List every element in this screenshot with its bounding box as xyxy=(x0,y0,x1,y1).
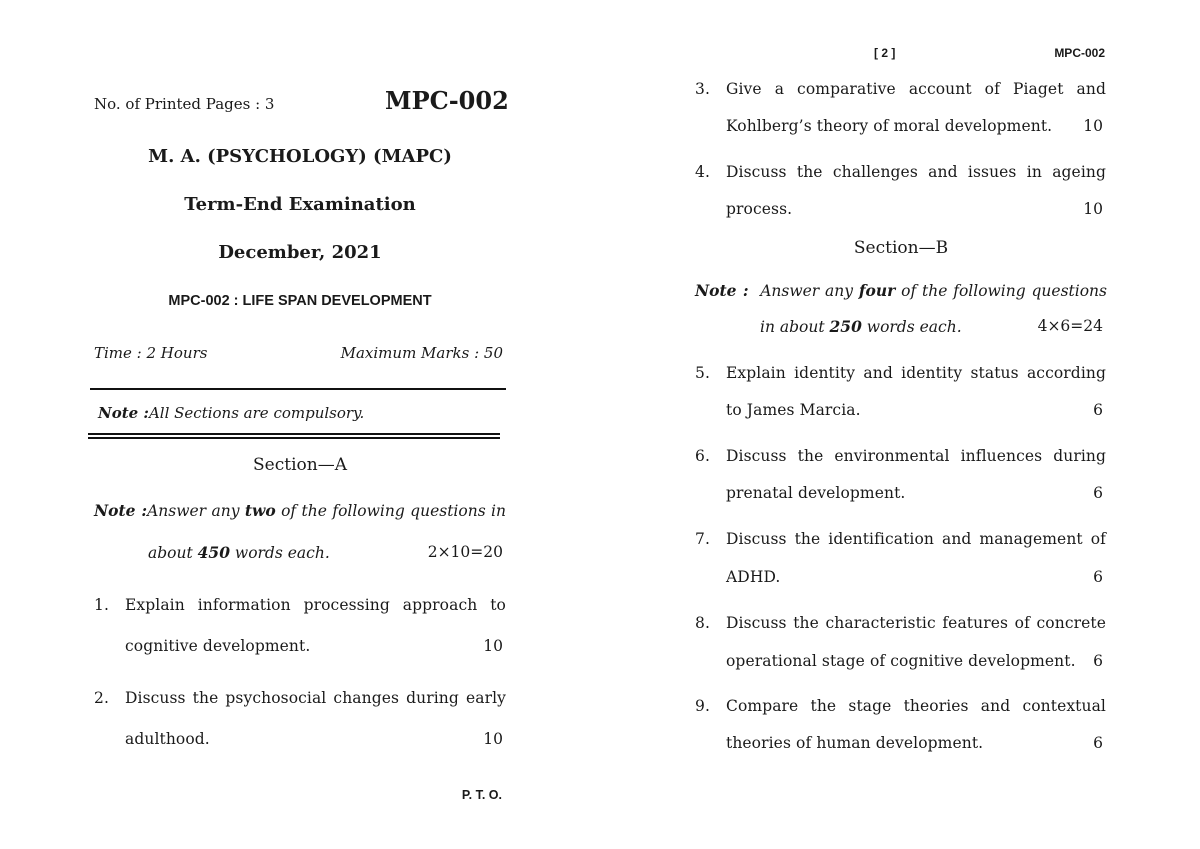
question-text-line2: operational stage of cognitive development. xyxy=(726,652,1076,670)
question-number: 4. xyxy=(695,163,710,181)
question-text-line1: Explain identity and identity status according xyxy=(726,364,1106,382)
question-text-line2: process. xyxy=(726,200,793,218)
question-text-line1: Discuss the identification and management of xyxy=(726,530,1106,548)
exam-duration: Time : 2 Hours xyxy=(94,344,208,362)
question-number: 9. xyxy=(695,697,710,715)
question-marks: 6 xyxy=(1093,652,1103,670)
question-marks: 10 xyxy=(483,730,503,748)
maximum-marks: Maximum Marks : 50 xyxy=(340,344,503,362)
course-code: MPC-002 xyxy=(385,86,509,115)
exam-title: Term-End Examination xyxy=(184,194,416,215)
question-number: 2. xyxy=(94,689,109,707)
question-text-line2: ADHD. xyxy=(726,568,781,586)
programme-title: M. A. (PSYCHOLOGY) (MAPC) xyxy=(148,146,452,167)
header-course-code: MPC-002 xyxy=(1054,46,1105,60)
note-label: Note : xyxy=(98,404,149,422)
exam-session: December, 2021 xyxy=(218,242,382,263)
question-marks: 10 xyxy=(1083,117,1103,135)
question-number: 5. xyxy=(695,364,710,382)
question-number: 8. xyxy=(695,614,710,632)
question-number: 3. xyxy=(695,80,710,98)
question-marks: 6 xyxy=(1093,401,1103,419)
general-note xyxy=(98,404,364,422)
question-number: 7. xyxy=(695,530,710,548)
section-a-note-label: Note : xyxy=(94,501,148,520)
question-number: 1. xyxy=(94,596,109,614)
section-b-title: Section—B xyxy=(853,238,949,258)
question-marks: 6 xyxy=(1093,568,1103,586)
question-text-line1: Discuss the environmental influences during xyxy=(726,447,1106,465)
section-a-marks: 2×10=20 xyxy=(427,543,503,561)
double-rule-bottom xyxy=(88,437,500,439)
question-marks: 6 xyxy=(1093,734,1103,752)
question-marks: 10 xyxy=(1083,200,1103,218)
question-text-line2: prenatal development. xyxy=(726,484,906,502)
question-text-line2: to James Marcia. xyxy=(726,401,861,419)
page-turn-note: P. T. O. xyxy=(461,788,502,802)
question-text-line1: Discuss the characteristic features of concrete xyxy=(726,614,1106,632)
question-text-line1: Explain information processing approach to xyxy=(125,596,506,614)
section-a-note-line2: about 450 words each. xyxy=(148,543,330,562)
section-b-note-line2: in about 250 words each. xyxy=(760,317,962,336)
question-text-line2: theories of human development. xyxy=(726,734,984,752)
note-text: All Sections are compulsory. xyxy=(148,404,365,422)
divider-rule xyxy=(90,388,506,390)
question-marks: 10 xyxy=(483,637,503,655)
section-b-note-label: Note : xyxy=(695,281,749,300)
question-text-line2: adulthood. xyxy=(125,730,210,748)
question-marks: 6 xyxy=(1093,484,1103,502)
question-text-line1: Discuss the challenges and issues in ageing xyxy=(726,163,1106,181)
question-text-line1: Give a comparative account of Piaget and xyxy=(726,80,1106,98)
section-b-note: Note : Answer any four of the following questions xyxy=(695,281,1107,300)
question-text-line1: Compare the stage theories and contextual xyxy=(726,697,1106,715)
paper-title: MPC-002 : LIFE SPAN DEVELOPMENT xyxy=(168,293,432,309)
printed-pages-count: No. of Printed Pages : 3 xyxy=(94,95,275,113)
question-number: 6. xyxy=(695,447,710,465)
question-text-line2: cognitive development. xyxy=(125,637,311,655)
page-number: [ 2 ] xyxy=(874,46,896,60)
question-text-line2: Kohlberg’s theory of moral development. xyxy=(726,117,1053,135)
section-a-title: Section—A xyxy=(253,455,347,475)
section-a-note: Note :Answer any two of the following questions in xyxy=(94,501,506,520)
double-rule-top xyxy=(88,433,500,435)
section-b-marks: 4×6=24 xyxy=(1037,317,1103,335)
question-text-line1: Discuss the psychosocial changes during early xyxy=(125,689,506,707)
